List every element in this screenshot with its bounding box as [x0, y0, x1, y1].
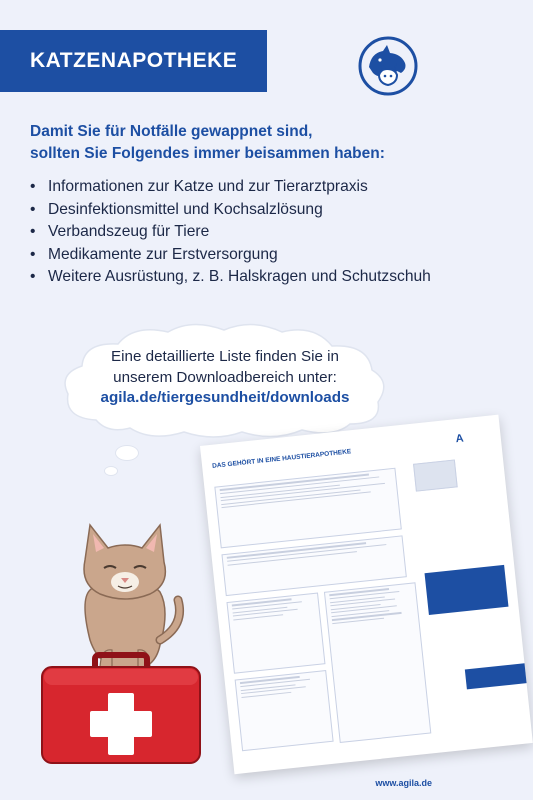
document-title: DAS GEHÖRT IN EINE HAUSTIERAPOTHEKE: [211, 448, 352, 470]
page-title: KATZENAPOTHEKE: [30, 49, 238, 72]
list-item: • Desinfektionsmittel und Kochsalzlösung: [28, 199, 438, 222]
title-banner: [0, 30, 267, 92]
cloud-line-2: unserem Downloadbereich unter:: [113, 368, 337, 386]
cat-dog-logo-icon: [357, 35, 419, 97]
document-section: [324, 582, 431, 743]
document-brand: A: [455, 432, 465, 446]
cloud-text: [56, 347, 394, 409]
list-item: • Weitere Ausrüstung, z. B. Halskragen und Schutzschuh: [28, 266, 438, 289]
thought-bubble-dot: [104, 466, 118, 476]
cloud-line-1: Eine detaillierte Liste finden Sie in: [111, 348, 339, 365]
first-aid-kit-icon: [40, 653, 202, 765]
document-section: [214, 468, 401, 549]
thought-bubble-dot: [115, 445, 139, 461]
document-preview: [200, 415, 533, 775]
download-link[interactable]: agila.de/tiergesundheit/downloads: [100, 389, 350, 406]
list-item: • Verbandszeug für Tiere: [28, 221, 438, 244]
list-item: • Informationen zur Katze und zur Tierarztpraxis: [28, 176, 438, 199]
document-section: [235, 670, 334, 751]
intro-line-1: Damit Sie für Notfälle gewappnet sind,: [30, 123, 313, 140]
document-highlight: [465, 663, 527, 689]
document-highlight: [425, 565, 509, 615]
intro-line-2: sollten Sie Folgendes immer beisammen haben:: [30, 145, 385, 162]
checklist: [28, 176, 438, 289]
intro-text: [30, 121, 430, 165]
list-item: • Medikamente zur Erstversorgung: [28, 244, 438, 267]
document-image: [413, 459, 458, 491]
footer-url[interactable]: www.agila.de: [375, 778, 432, 788]
document-section: [226, 592, 325, 673]
